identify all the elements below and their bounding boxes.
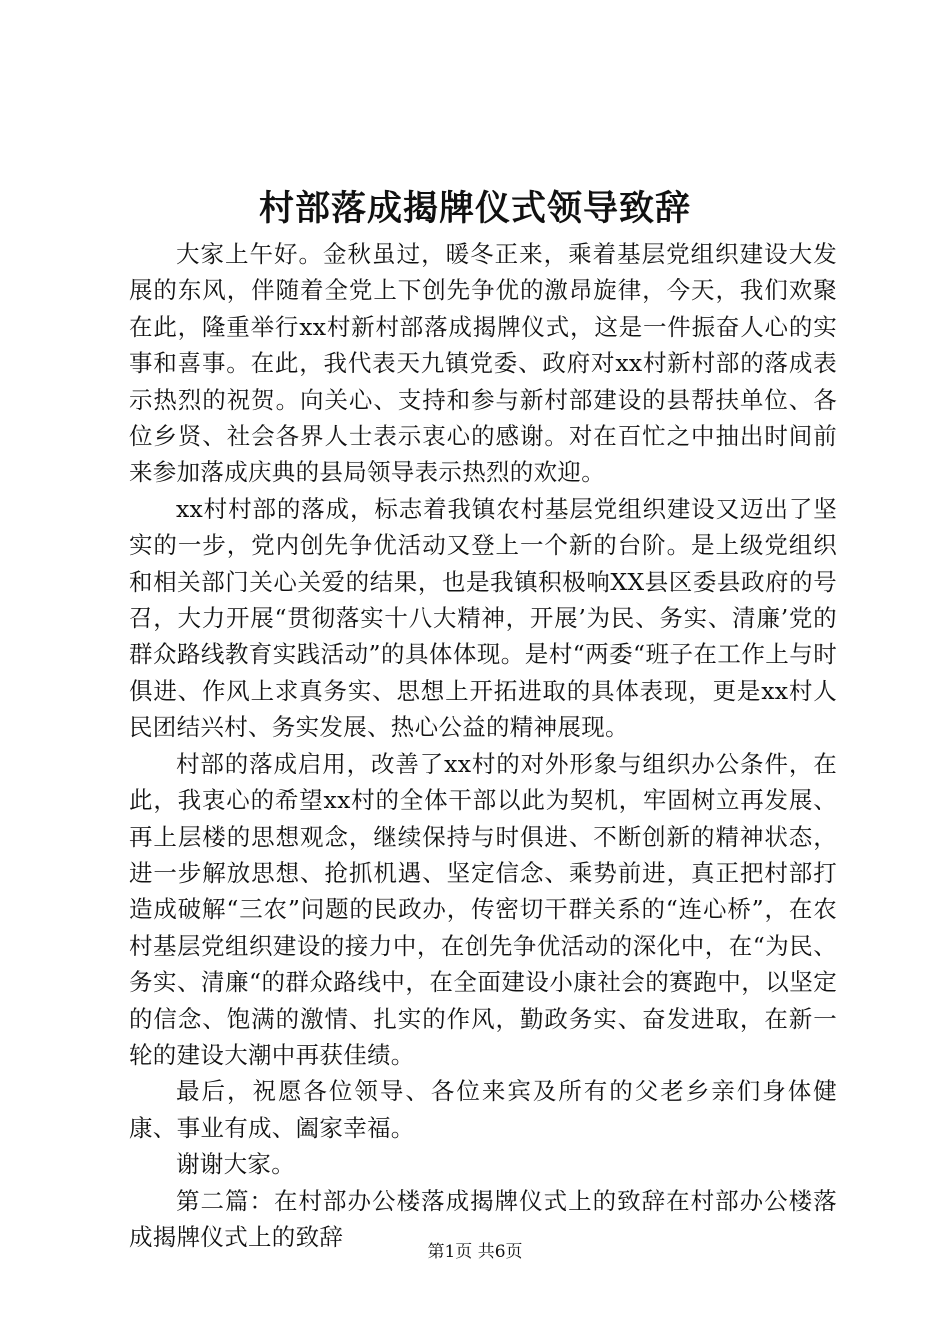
- document-title: 村部落成揭牌仪式领导致辞: [258, 188, 691, 229]
- page-number-footer: 第1页 共6页: [427, 1242, 523, 1262]
- paragraph-second-article: 第二篇：在村部办公楼落成揭牌仪式上的致辞在村部办公楼落成揭牌仪式上的致辞: [129, 1186, 837, 1251]
- paragraph-greeting: 大家上午好。金秋虽过，暖冬正来，乘着基层党组织建设大发展的东风，伴随着全党上下创先争优的激昂旋律，今天，我们欢聚在此，隆重举行xx村新村部落成揭牌仪式，这是一件振奋人心的实事和喜事。在此，我代表天九镇党委、政府对xx村新村部的落成表示热烈的祝贺。向关心、支持和参与新村部建设的县帮扶单位、各位乡贤、社会各界人士表示衷心的感谢。对在百忙之中抽出时间前来参加落成庆典的县局领导表示热烈的欢迎。: [129, 240, 837, 487]
- paragraph-blessing: 最后，祝愿各位领导、各位来宾及所有的父老乡亲们身体健康、事业有成、阖家幸福。: [129, 1077, 837, 1142]
- paragraph-hopes: 村部的落成启用，改善了xx村的对外形象与组织办公条件，在此，我衷心的希望xx村的全体干部以此为契机，牢固树立再发展、再上层楼的思想观念，继续保持与时俱进、不断创新的精神状态，进一步解放思想、抢抓机遇、坚定信念、乘势前进，真正把村部打造成破解“三农”问题的民政办，传密切干群关系的“连心桥”，在农村基层党组织建设的接力中，在创先争优活动的深化中，在“为民、务实、清廉“的群众路线中，在全面建设小康社会的赛跑中，以坚定的信念、饱满的激情、扎实的作风，勤政务实、奋发进取，在新一轮的建设大潮中再获佳绩。: [129, 749, 837, 1069]
- paragraph-thanks: 谢谢大家。: [176, 1150, 295, 1179]
- document-body: [129, 236, 837, 1255]
- paragraph-significance: xx村村部的落成，标志着我镇农村基层党组织建设又迈出了坚实的一步，党内创先争优活动又登上一个新的台阶。是上级党组织和相关部门关心关爱的结果，也是我镇积极响XX县区委县政府的号召，大力开展“贯彻落实十八大精神，开展’为民、务实、清廉’党的群众路线教育实践活动”的具体体现。是村“两委“班子在工作上与时俱进、作风上求真务实、思想上开拓进取的具体表现，更是xx村人民团结兴村、务实发展、热心公益的精神展现。: [129, 494, 837, 742]
